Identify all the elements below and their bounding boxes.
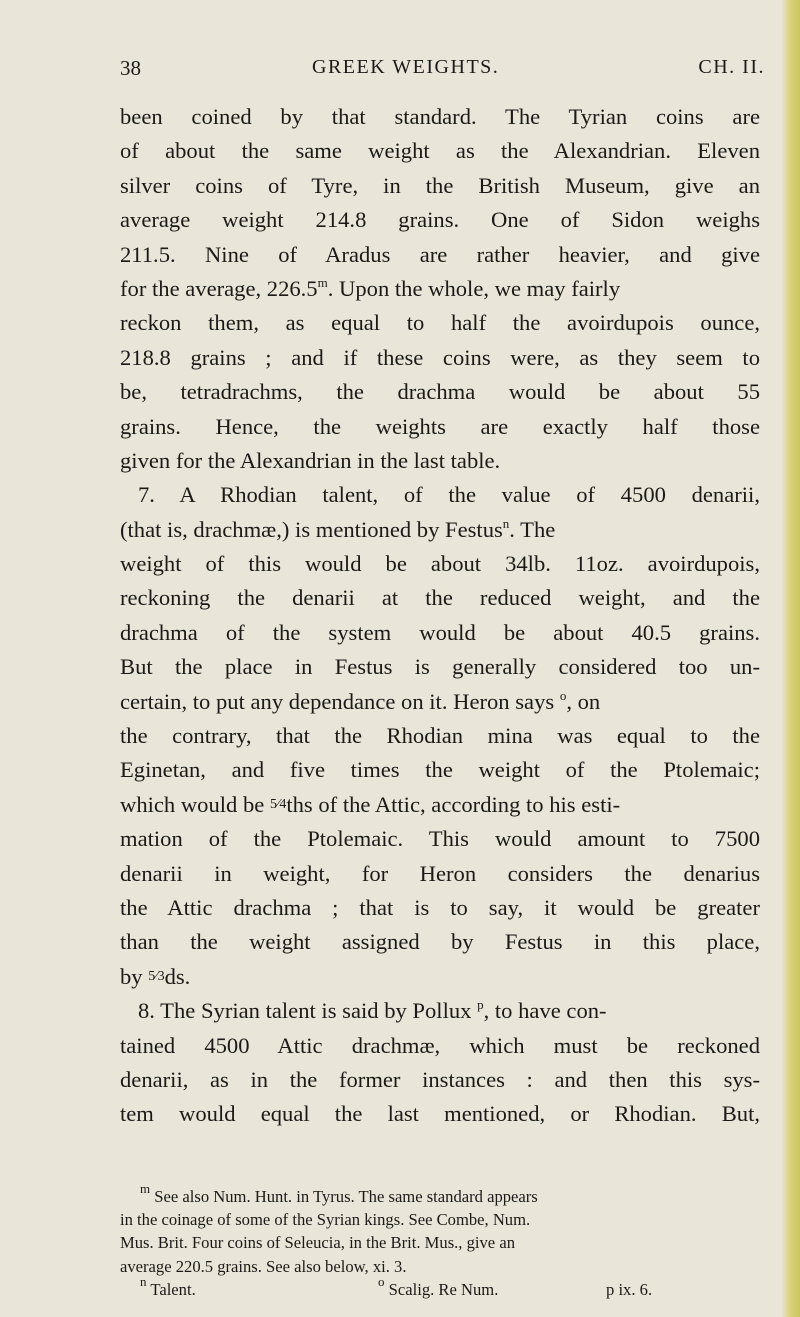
page-number: 38 [120,56,141,80]
footnote-o [378,1273,499,1301]
text-line [120,272,760,306]
text-line [120,788,760,822]
text-line: reckon them, as equal to half the avoirdupois ounce, [120,310,760,336]
footnote-mark: n [140,1273,147,1289]
text-line: reckoning the denarii at the reduced weight, and the [120,585,760,611]
text-segment: ds. [164,963,191,989]
text-line: of about the same weight as the Alexandrian. Eleven [120,138,760,164]
text-segment: certain, to put any dependance on it. Heron says [120,688,555,714]
footnote-p [606,1278,652,1301]
section-8-start [120,994,760,1028]
text-line: denarii in weight, for Heron considers the denarius [120,860,760,886]
fraction: 5⁄4 [269,796,287,812]
text-line: denarii, as in the former instances : and then this sys- [120,1066,760,1092]
text-line: But the place in Festus is generally considered too un- [120,654,760,680]
text-segment: . The [509,516,556,542]
text-segment: , to have con- [483,998,607,1024]
footnote-text: Scalig. Re Num. [384,1279,499,1299]
text-line: tained 4500 Attic drachmæ, which must be reckoned [120,1032,760,1058]
running-header [120,56,765,86]
running-title: GREEK WEIGHTS. [312,56,500,78]
text-segment: by [120,963,143,989]
text-line: been coined by that standard. The Tyrian coins are [120,104,760,129]
text-line: 211.5. Nine of Aradus are rather heavier, and give [120,241,760,267]
footnote-line: in the coinage of some of the Syrian kings. See Combe, Num. [120,1210,531,1230]
text-line: than the weight assigned by Festus in this place, [120,929,760,955]
footnotes [120,1181,760,1301]
text-line: tem would equal the last mentioned, or Rhodian. But, [120,1101,760,1127]
text-line [120,960,760,994]
text-segment: 8. The Syrian talent is said by Pollux [138,998,472,1024]
text-segment: . Upon the whole, we may fairly [327,275,621,301]
text-line: be, tetradrachms, the drachma would be about 55 [120,379,760,405]
footnote-mark: p [606,1279,615,1299]
text-line: mation of the Ptolemaic. This would amount to 7500 [120,826,760,852]
chapter-label: CH. II. [698,56,765,78]
footnote-ref: o [559,687,567,703]
text-line: the contrary, that the Rhodian mina was equal to the [120,723,760,749]
page-edge [782,0,800,1317]
footnote-mark: m [140,1181,151,1196]
text-line: silver coins of Tyre, in the British Museum, give an [120,172,760,198]
text-segment: (that is, drachmæ,) is mentioned by Festus [120,516,503,542]
footnote-text: ix. 6. [614,1279,653,1299]
footnote-n [140,1273,196,1301]
footnote-ref: m [317,274,328,290]
text-line: the Attic drachma ; that is to say, it would be greater [120,894,760,920]
text-line: drachma of the system would be about 40.5 grains. [120,619,760,645]
text-segment: , on [566,688,601,714]
footnote-refs-row [120,1273,760,1301]
text-segment: for the average, 226.5 [120,275,318,301]
fraction: 5⁄3 [148,968,165,984]
footnote-line: average 220.5 grains. See also below, xi. 3. [120,1256,407,1276]
section-7-start: 7. A Rhodian talent, of the value of 4500 denarii, [138,482,760,508]
text-line: average weight 214.8 grains. One of Sidon weighs [120,207,760,233]
footnote-text: Talent. [146,1279,196,1299]
text-line: given for the Alexandrian in the last table. [120,447,501,473]
text-line: grains. Hence, the weights are exactly half those [120,413,760,439]
text-segment: which would be [120,791,265,817]
text-line [120,685,760,719]
text-line: Eginetan, and five times the weight of the Ptolemaic; [120,757,760,783]
footnote-line: Mus. Brit. Four coins of Seleucia, in the Brit. Mus., give an [120,1233,515,1253]
text-line: weight of this would be about 34lb. 11oz. avoirdupois, [120,551,760,577]
text-segment: ths of the Attic, according to his esti- [286,791,621,817]
footnote-text: See also Num. Hunt. in Tyrus. The same standard appears [150,1187,538,1206]
footnote-ref: p [477,997,484,1013]
text-line [120,513,760,547]
footnote-ref: n [502,515,510,531]
body-text [120,100,760,1132]
text-line: 218.8 grains ; and if these coins were, as they seem to [120,344,760,370]
footnote-m [120,1181,760,1208]
footnote-mark: o [378,1273,385,1289]
